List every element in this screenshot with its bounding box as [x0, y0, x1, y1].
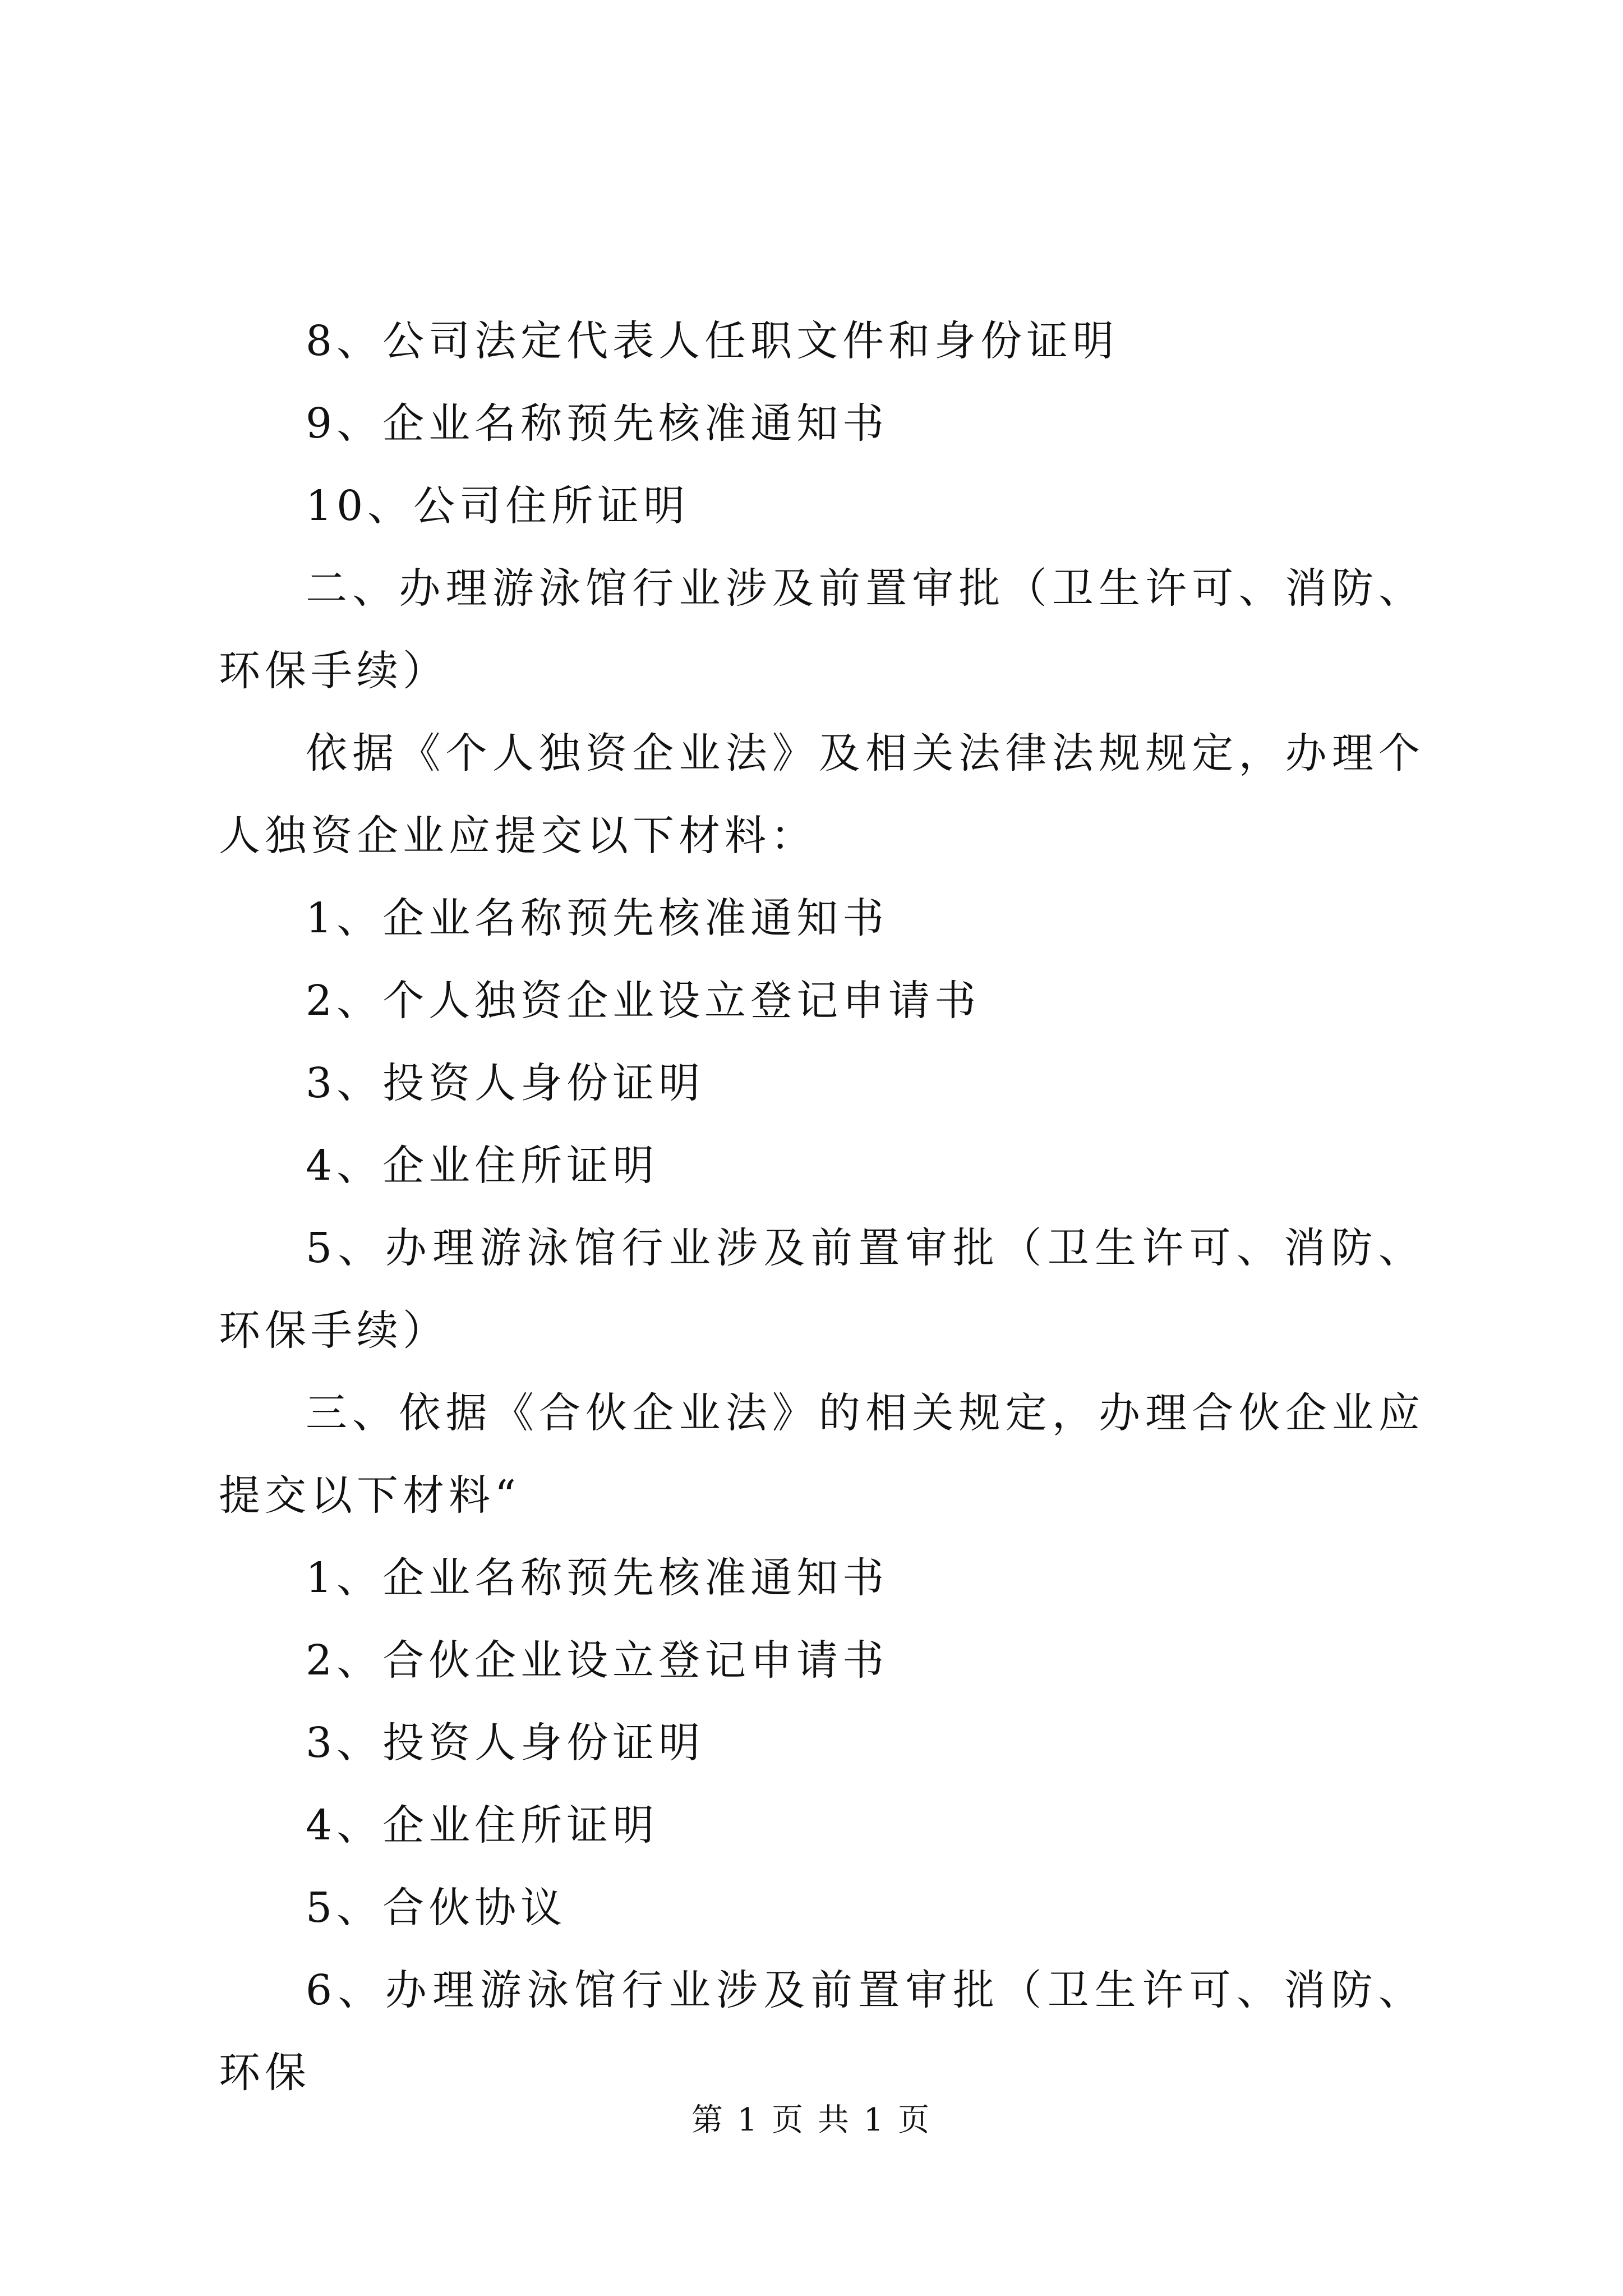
paragraph-partnership-item-1: 1、企业名称预先核准通知书 — [306, 1554, 889, 1602]
section-heading-3: 三、依据《合伙企业法》的相关规定，办理合伙企业应提交以下材料“ — [219, 1389, 1424, 1520]
paragraph-sole-item-4: 4、企业住所证明 — [306, 1142, 659, 1190]
paragraph-sole-item-1: 1、企业名称预先核准通知书 — [306, 894, 889, 942]
paragraph-partnership-item-2: 2、合伙企业设立登记申请书 — [306, 1636, 889, 1685]
paragraph-sole-item-3: 3、投资人身份证明 — [306, 1059, 705, 1107]
page-footer: 第 1 页 共 1 页 — [691, 2102, 932, 2138]
paragraph-partnership-item-6: 6、办理游泳馆行业涉及前置审批（卫生许可、消防、环保 — [219, 1966, 1424, 2097]
paragraph-partnership-item-3: 3、投资人身份证明 — [306, 1719, 705, 1767]
paragraph-sole-item-5: 5、办理游泳馆行业涉及前置审批（卫生许可、消防、环保手续） — [219, 1224, 1424, 1355]
document-body — [219, 300, 1424, 2114]
paragraph-sole-proprietorship-intro: 依据《个人独资企业法》及相关法律法规规定，办理个人独资企业应提交以下材料： — [219, 729, 1424, 860]
paragraph-partnership-item-4: 4、企业住所证明 — [306, 1801, 659, 1849]
section-heading-2: 二、办理游泳馆行业涉及前置审批（卫生许可、消防、环保手续） — [219, 564, 1424, 695]
paragraph-item-9: 9、企业名称预先核准通知书 — [306, 399, 889, 448]
paragraph-item-8: 8、公司法定代表人任职文件和身份证明 — [306, 317, 1119, 365]
paragraph-sole-item-2: 2、个人独资企业设立登记申请书 — [306, 977, 981, 1025]
paragraph-partnership-item-5: 5、合伙协议 — [306, 1884, 567, 1932]
paragraph-item-10: 10、公司住所证明 — [306, 482, 690, 530]
